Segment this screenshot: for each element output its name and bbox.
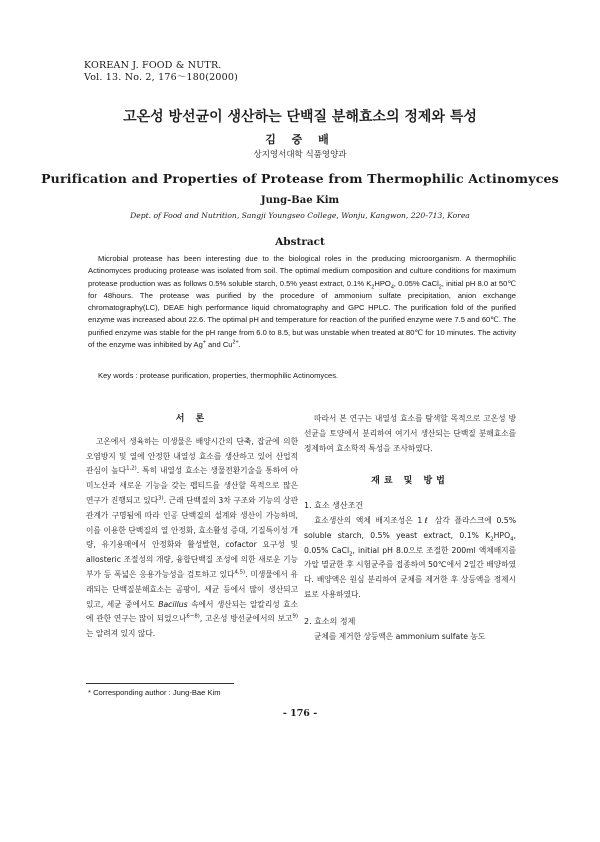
page-number: - 176 - xyxy=(282,708,318,719)
english-title: Purification and Properties of Protease from Thermophilic Actinomyces xyxy=(41,171,559,186)
journal-volume: Vol. 13. No. 2, 176～180(2000) xyxy=(84,72,239,83)
korean-author: 김 중 배 xyxy=(265,133,335,146)
english-author: Jung-Bae Kim xyxy=(260,195,340,206)
korean-affiliation: 상지영서대학 식품영양과 xyxy=(253,150,347,160)
subsection-heading-enzyme-production: 1. 효소 생산조건 xyxy=(304,501,364,511)
journal-name: KOREAN J. FOOD & NUTR. xyxy=(84,60,222,71)
footnote: * Corresponding author : Jung-Bae Kim xyxy=(88,688,221,697)
subsection-heading-purification: 2. 효소의 정제 xyxy=(304,616,356,626)
abstract-heading: Abstract xyxy=(275,236,325,248)
introduction-paragraph-continued: 따라서 본 연구는 내열성 효소를 탐색할 목적으로 고온성 방선균을 토양에서 분리하여 여기서 생산되는 단백질 분해효소를 정제하여 효소학적 특성을 조사하였다. xyxy=(304,414,516,453)
section-heading-introduction: 서 론 xyxy=(175,414,209,424)
abstract-text: Microbial protease has been interesting due to the biological roles in the producing microorganism. A thermophilic Actinomyces producing protease was isolated from soil. The optimal medium composition and culture conditions for maximum protease production was as follows 0.5% soluble starch, 0.5% yeast extract, 0.1% $K_2HPO_4$, 0.05% CaCl$_2$, initial pH 8.0 at 50℃ for 48hours. The protease was purified by the procedure of ammonium sulfate precipitation, anion exchange chromatography(LC), DEAE high performance liquid chromatography and GPC HPLC. The purification fold of the purified enzyme was increased about 22.6. The optimal pH and temperature for reaction of the purified enzyme were 7.5 and 60℃. The purified enzyme was stable for the pH range from 6.0 to 8.5, but was unstable when treated at 80℃ for 10 minutes. The activity of the enzyme was inhibited by Ag+ and $Cu^{2+}$. xyxy=(88,254,516,350)
purification-paragraph: 균체를 제거한 상등액은 ammonium sulfate 농도 xyxy=(314,631,486,641)
footnote-rule xyxy=(86,683,234,684)
methods-paragraph: 효소생산의 액체 배지조성은 1ℓ 삼각 플라스크에 0.5% soluble starch, 0.5% yeast extract, 0.1% $K_2HPO_4$, 0.05% CaCl$_2$, initial pH 8.0으로 조절한 200ml 액체배지를 가압 멸균한 후 시험균주를 접종하여 50℃에서 2일간 배양하였다. 배양액은 원심 분리하여 균체를 제거한 후 상등액을 정제시료로 사용하였다. xyxy=(304,515,516,599)
keywords: Key words : protease purification, properties, thermophilic Actinomyces. xyxy=(98,371,339,380)
english-affiliation: Dept. of Food and Nutrition, Sangji Youngseo College, Wonju, Kangwon, 220-713, Korea xyxy=(130,211,470,220)
introduction-paragraph: 고온에서 생육하는 미생물은 배양시간의 단축, 잡균에 의한 오염방지 및 열에 안정한 내열성 효소를 생산하고 있어 산업적 관심이 높다$^{1,2)}$. 특히 내열성 효소는 생물전환기술을 통하여 아미노산과 새로운 기능을 갖는 펩티드를 생산할 목적으로 많은 연구가 진행되고 있다$^{3)}$. 근래 단백질의 3차 구조와 기능의 상관관계가 구명됨에 따라 인공 단백질의 설계와 생산이 가능하며, 이를 이용한 단백질의 열 안정화, 효소활성 증대, 기질특이성 개량, 유기용매에서 안정화와 활성발현, cofactor 요구성 및 allosteric 조절성의 개량, 융합단백질 조성에 의한 새로운 기능 부가 등 폭넓은 응용가능성을 검토하고 있다$^{4,5)}$. 미생물에서 유래되는 단백질분해효소는 곰팡이, 세균 등에서 많이 생산되고 있고, 세균 중에서도 Bacillus 속에서 생산되는 알칼리성 효소에 관한 연구는 많이 되었으나$^{6\sim 8)}$, 고온성 방선균에서의 보고$^{9)}$는 알려져 있지 않다. xyxy=(86,436,299,639)
section-heading-methods: 재료 및 방법 xyxy=(371,476,449,487)
korean-title: 고온성 방선균이 생산하는 단백질 분해효소의 정제와 특성 xyxy=(123,109,477,125)
right-column xyxy=(304,412,516,644)
left-column xyxy=(86,412,298,642)
journal-header xyxy=(84,60,238,84)
